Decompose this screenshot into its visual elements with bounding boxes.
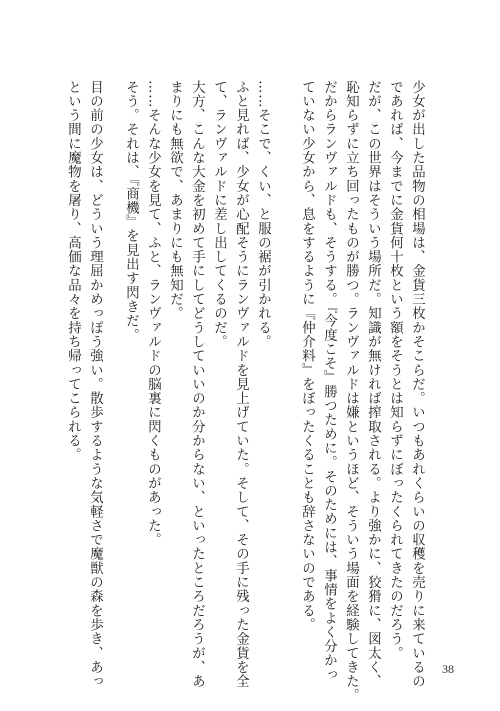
text-line: ていない少女から、息をするように『仲介料』をぼったくることも辞さないのである。 [299,80,315,632]
text-line: であれば、今までに金貨何十枚という額をそうとは知らずにぼったくられてきたのだろう。 [387,80,403,661]
page-number: 38 [442,662,454,676]
text-line: て、ランヴァルドに差し出してくるのだ。 [211,80,227,349]
text-line: 恥知らずに立ち回ったものが勝つ。ランヴァルドは嫌というほど、そういう場面を経験してきた。 [343,80,359,703]
text-line: ……そこで、くい、と服の裾が引かれる。 [255,80,271,349]
text-line: ふと見れば、少女が心配そうにランヴァルドを見上げていた。そして、その手に残った金貨を全 [233,80,249,689]
blank-line [278,80,279,81]
text-line: 目の前の少女は、どういう理屈かめっぽう強い。散歩するような気軽さで魔獣の森を歩き、あっ [87,80,103,689]
text-line: だからランヴァルドも、そうする。『今度こそ』勝つために。そのためには、事情をよく分かっ [321,80,337,682]
text-line: 大方、こんな大金を初めて手にしてどうしていいのか分からない、といったところだろうが、あ [189,80,205,689]
text-line: 少女が出した品物の相場は、金貨三枚かそこらだ。いつもあれくらいの収穫を売りに来ているの [409,80,425,689]
text-line: という間に魔物を屠り、高価な品々を持ち帰ってこられる。 [65,80,81,463]
text-line: ……そんな少女を見て、ふと、ランヴァルドの脳裏に閃くものがあった。 [145,80,161,547]
text-line: まりにも無欲で、あまりにも無知だ。 [167,80,183,321]
text-line: だが、この世界はそういう場所だ。知識が無ければ搾取される。より強かに、狡猾に、図太く、 [365,80,381,689]
text-line: そう。それは、『商機』を見出す閃きだ。 [123,80,139,343]
blank-line [102,80,103,81]
